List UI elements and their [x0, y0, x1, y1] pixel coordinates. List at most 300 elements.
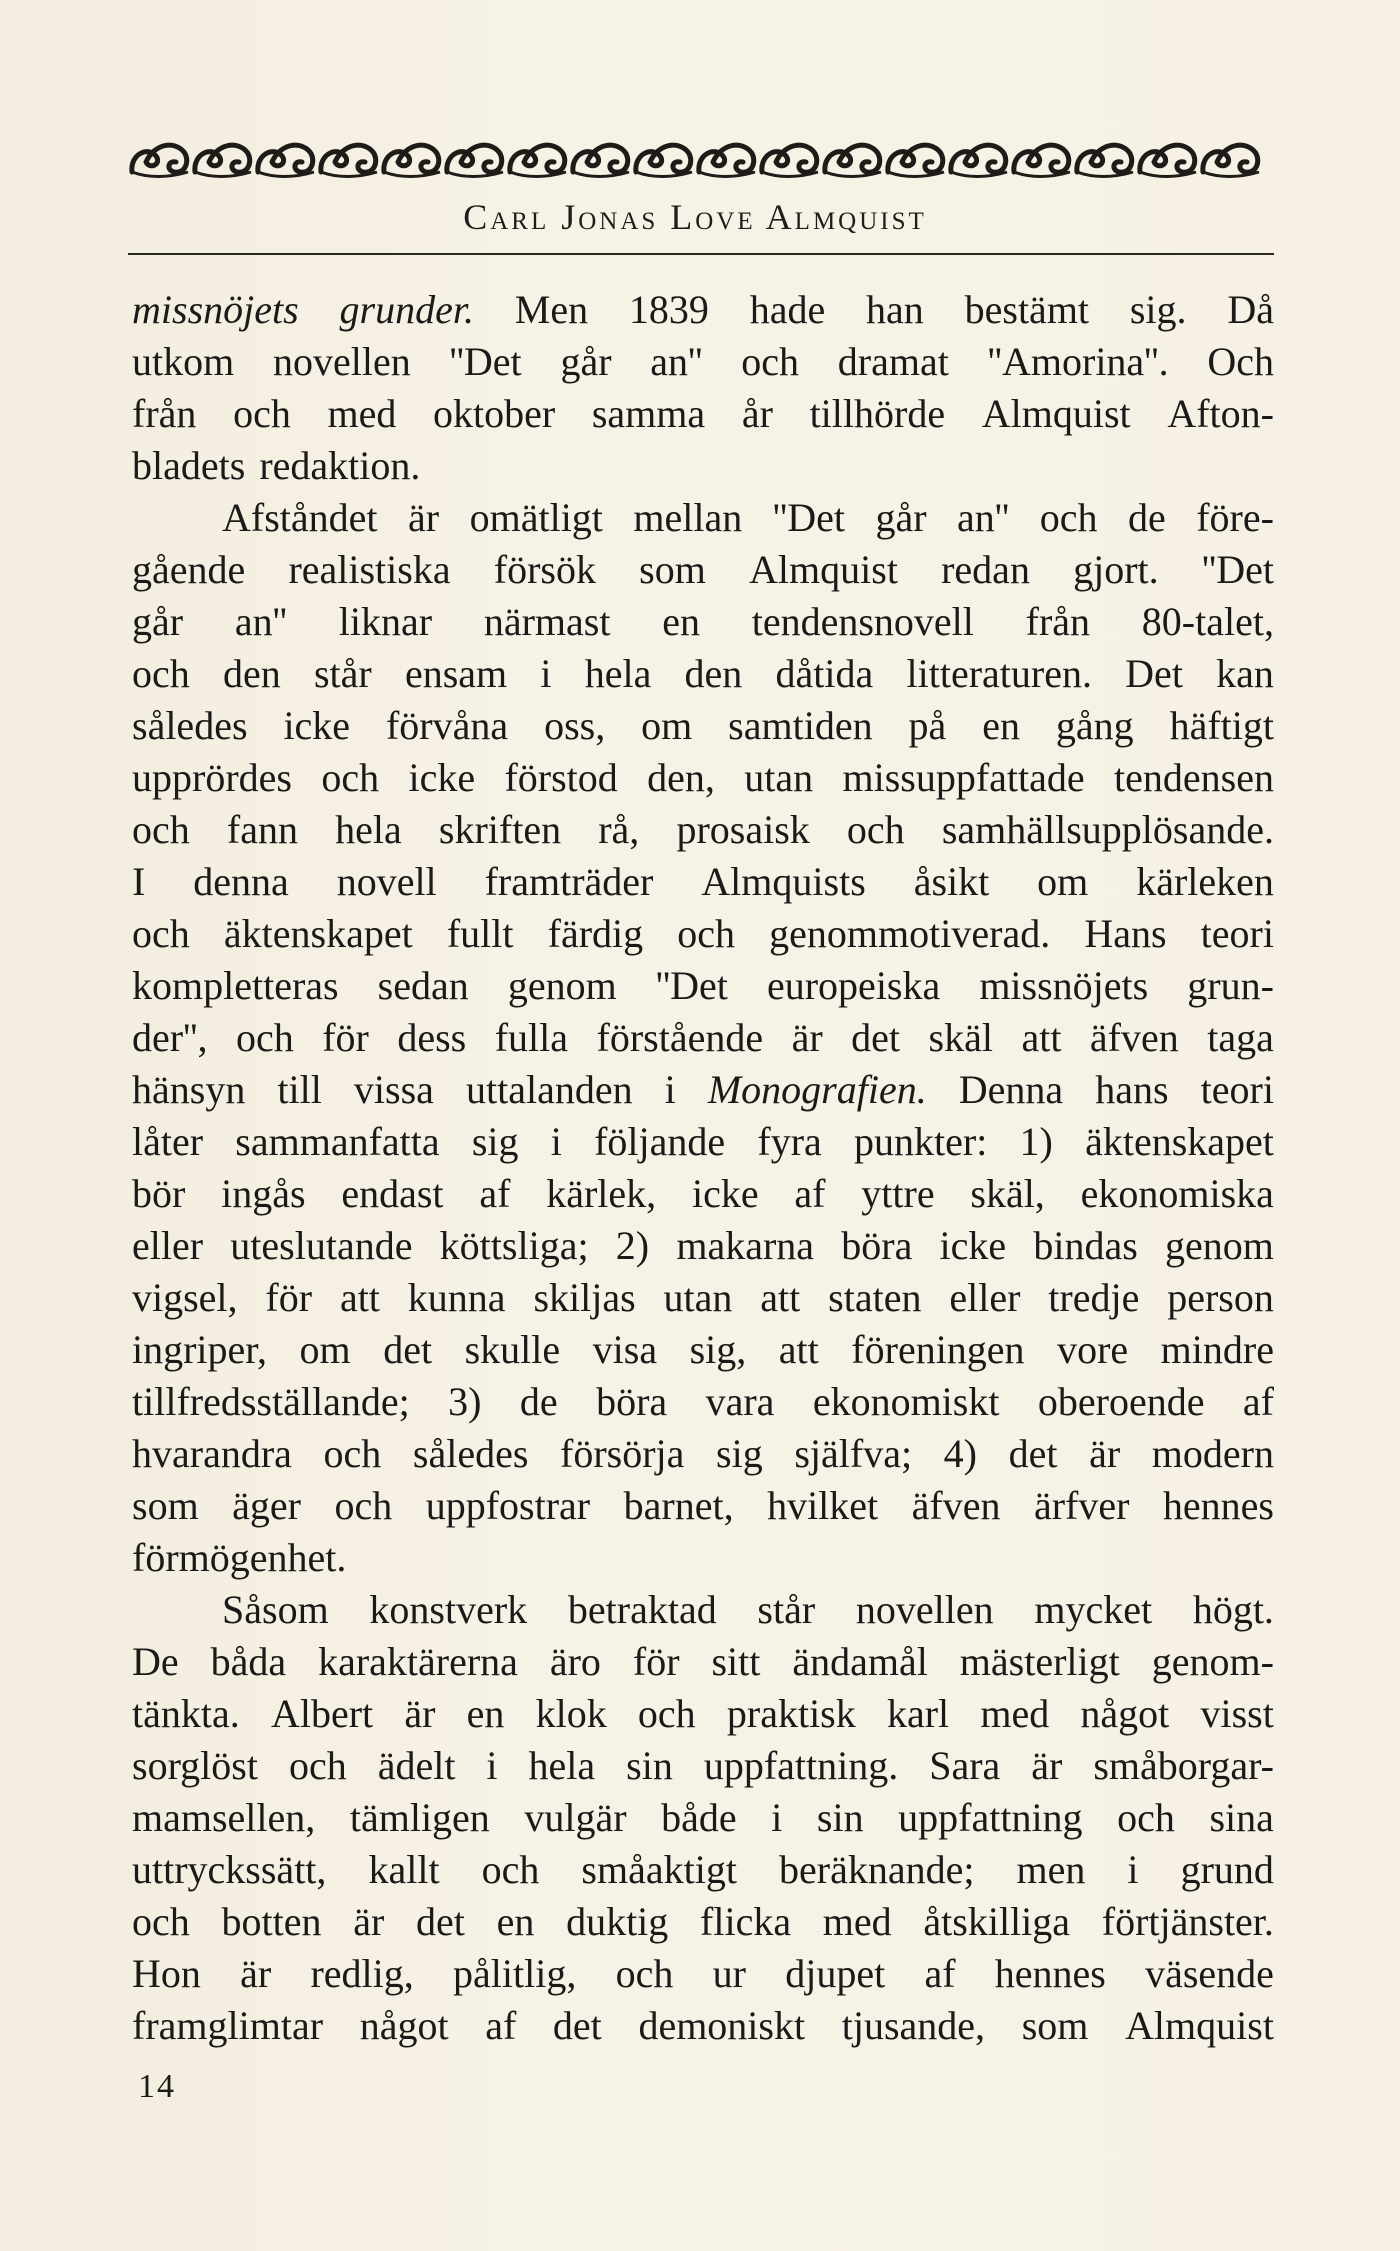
word: och: [1039, 495, 1098, 540]
word: fulla: [494, 1015, 569, 1060]
word: af: [485, 2003, 517, 2048]
word: redaktion.: [259, 443, 421, 488]
ornament-scroll-unit: [195, 145, 251, 176]
word: om: [641, 703, 693, 748]
word: om: [299, 1327, 351, 1372]
word: förmögenhet.: [132, 1535, 347, 1580]
word: äktenskapet: [223, 911, 413, 956]
word: tillfredsställande;: [132, 1379, 410, 1424]
word: är: [791, 1015, 823, 1060]
word: bör: [132, 1171, 186, 1216]
word: i: [486, 1743, 498, 1788]
word: och: [677, 911, 736, 956]
word: praktisk: [726, 1691, 856, 1736]
word: demoniskt: [638, 2003, 806, 2048]
word: hvilket: [767, 1483, 879, 1528]
text-line: [132, 284, 1274, 336]
word: 80-talet,: [1141, 599, 1274, 644]
word: sig: [471, 1119, 519, 1164]
word: af: [1242, 1379, 1274, 1424]
word: och: [132, 807, 190, 852]
word: Hon: [132, 1951, 201, 1996]
word: utkom: [132, 339, 235, 384]
word: föreningen: [851, 1327, 1025, 1372]
word: utan: [663, 1275, 733, 1320]
word: något: [1080, 1691, 1170, 1736]
word: 2): [615, 1223, 650, 1268]
word: försök: [493, 547, 596, 592]
word: an'': [234, 599, 287, 644]
text-line: [132, 1116, 1274, 1168]
text-line: [132, 1792, 1274, 1844]
word: skäl,: [970, 1171, 1045, 1216]
word: beräknande;: [779, 1847, 975, 1892]
word: närmast: [483, 599, 611, 644]
text-line: [132, 908, 1274, 960]
word: der'',: [132, 1015, 208, 1060]
word: icke: [691, 1171, 759, 1216]
word: mamsellen,: [132, 1795, 316, 1840]
word: är: [1031, 1743, 1063, 1788]
word: taga: [1207, 1015, 1274, 1060]
word: barnet,: [623, 1483, 734, 1528]
word: i: [771, 1795, 783, 1840]
word: sin: [816, 1795, 864, 1840]
text-line: [132, 856, 1274, 908]
word: grun-: [1187, 963, 1274, 1008]
word: Hans: [1084, 911, 1167, 956]
word: sitt: [711, 1639, 761, 1684]
word: kan: [1216, 651, 1274, 696]
word: mellan: [633, 495, 743, 540]
text-line: [132, 1636, 1274, 1688]
word: framträder: [484, 859, 654, 904]
word: för: [322, 1015, 369, 1060]
word: sig: [716, 1431, 763, 1476]
word: flicka: [700, 1899, 792, 1944]
word: eller: [949, 1275, 1021, 1320]
word: vara: [705, 1379, 775, 1424]
word: en: [982, 703, 1020, 748]
word: Det: [1125, 651, 1183, 696]
word: Afståndet: [222, 495, 378, 540]
word: i: [1127, 1847, 1139, 1892]
word: och: [334, 1483, 393, 1528]
ornament-scroll-unit: [1140, 145, 1196, 176]
word: Almquist: [981, 391, 1131, 436]
ornament-scroll-unit: [573, 145, 629, 176]
word: och: [235, 1015, 294, 1060]
word: i: [540, 651, 552, 696]
word: af: [924, 1951, 956, 1996]
word: genommotiverad.: [769, 911, 1051, 956]
word: vigsel,: [132, 1275, 238, 1320]
word: äger: [232, 1483, 301, 1528]
word: uppfattning.: [703, 1743, 899, 1788]
word: att: [1021, 1015, 1062, 1060]
word: punkter:: [854, 1119, 988, 1164]
word: icke: [283, 703, 351, 748]
word: Sara: [929, 1743, 1001, 1788]
word: hade: [749, 287, 826, 332]
word: framglimtar: [132, 2003, 324, 2048]
ornament-scroll-unit: [762, 145, 818, 176]
text-line: [132, 1064, 1274, 1116]
word: är: [353, 1899, 385, 1944]
word: karaktärerna: [318, 1639, 518, 1684]
word: Monografien.: [707, 1067, 927, 1112]
ornament-scroll-unit: [636, 145, 692, 176]
word: och: [323, 1431, 382, 1476]
word: litteraturen.: [906, 651, 1092, 696]
word: betraktad: [567, 1587, 717, 1632]
word: dramat: [837, 339, 949, 384]
word: och: [132, 911, 190, 956]
text-line: [132, 1688, 1274, 1740]
word: klok: [535, 1691, 607, 1736]
word: rå,: [598, 807, 640, 852]
ornament-scroll-unit: [132, 145, 188, 176]
word: att: [760, 1275, 801, 1320]
word: Denna: [958, 1067, 1064, 1112]
text-line: [132, 1168, 1274, 1220]
text-line: [132, 596, 1274, 648]
word: uttryckssätt,: [132, 1847, 327, 1892]
word: och: [846, 807, 905, 852]
word: och: [233, 391, 291, 436]
word: Såsom: [222, 1587, 329, 1632]
word: är: [404, 1691, 436, 1736]
text-line: [132, 1376, 1274, 1428]
text-line: [132, 544, 1274, 596]
text-line: [132, 1740, 1274, 1792]
word: småaktigt: [581, 1847, 737, 1892]
text-line: [132, 1428, 1274, 1480]
word: af: [479, 1171, 511, 1216]
word: ekonomiska: [1080, 1171, 1274, 1216]
word: ändamål: [792, 1639, 928, 1684]
word: kunna: [407, 1275, 506, 1320]
word: häftigt: [1169, 703, 1274, 748]
word: går: [875, 495, 927, 540]
word: tjusande,: [841, 2003, 986, 2048]
word: uteslutande: [230, 1223, 413, 1268]
word: en: [496, 1899, 535, 1944]
word: följande: [594, 1119, 726, 1164]
word: Då: [1227, 287, 1274, 332]
word: duktig: [566, 1899, 669, 1944]
ornament-scroll-unit: [888, 145, 944, 176]
word: af: [794, 1171, 826, 1216]
word: med: [980, 1691, 1050, 1736]
word: visa: [592, 1327, 658, 1372]
text-line: [132, 960, 1274, 1012]
word: Men: [514, 287, 589, 332]
word: vulgär: [524, 1795, 627, 1840]
word: redan: [941, 547, 1030, 592]
text-line: [132, 1012, 1274, 1064]
text-line: [132, 1844, 1274, 1896]
word: novellen: [273, 339, 411, 384]
word: de: [519, 1379, 558, 1424]
word: äfven: [911, 1483, 1001, 1528]
word: men: [1016, 1847, 1086, 1892]
word: teori: [1200, 911, 1274, 956]
word: oberoende: [1037, 1379, 1205, 1424]
word: tendensen: [1114, 755, 1274, 800]
word: och: [615, 1951, 674, 1996]
text-line: [132, 1272, 1274, 1324]
word: grund: [1180, 1847, 1274, 1892]
word: makarna: [676, 1223, 815, 1268]
word: pålitlig,: [453, 1951, 577, 1996]
word: gjort.: [1073, 547, 1159, 592]
word: som: [132, 1483, 199, 1528]
word: äktenskapet: [1085, 1119, 1274, 1164]
text-line: [132, 1896, 1274, 1948]
word: och: [132, 651, 190, 696]
text-line: [132, 492, 1274, 544]
text-line: [132, 648, 1274, 700]
word: att: [778, 1327, 819, 1372]
word: Almquists: [701, 859, 866, 904]
word: ärfver: [1033, 1483, 1130, 1528]
word: missnöjets: [979, 963, 1149, 1008]
word: 3): [448, 1379, 482, 1424]
word: kärleken: [1136, 859, 1274, 904]
word: vissa: [353, 1067, 434, 1112]
word: färdig: [547, 911, 644, 956]
word: sammanfatta: [235, 1119, 440, 1164]
word: an'': [957, 495, 1010, 540]
word: hänsyn: [132, 1067, 246, 1112]
word: genom: [1165, 1223, 1274, 1268]
ornament-scroll-unit: [1203, 145, 1259, 176]
word: dess: [397, 1015, 467, 1060]
word: den: [222, 651, 281, 696]
word: och: [288, 1743, 347, 1788]
word: fyra: [757, 1119, 822, 1164]
word: det: [415, 1899, 465, 1944]
word: att: [339, 1275, 380, 1320]
word: låter: [132, 1119, 204, 1164]
word: från: [1025, 599, 1091, 644]
text-line: [132, 1584, 1274, 1636]
word: gång: [1055, 703, 1134, 748]
word: på: [908, 703, 947, 748]
word: som: [639, 547, 706, 592]
word: högt.: [1192, 1587, 1274, 1632]
word: ur: [712, 1951, 746, 1996]
word: konstverk: [369, 1587, 528, 1632]
word: novellen: [855, 1587, 994, 1632]
word: fullt: [446, 911, 514, 956]
word: tredje: [1048, 1275, 1140, 1320]
word: fann: [226, 807, 298, 852]
word: denna: [193, 859, 289, 904]
word: sedan: [377, 963, 469, 1008]
word: vore: [1057, 1327, 1129, 1372]
word: redlig,: [310, 1951, 414, 1996]
word: om: [1037, 859, 1089, 904]
word: bestämt: [964, 287, 1090, 332]
scroll-wave-border-icon: [128, 132, 1262, 184]
text-line: [132, 1948, 1274, 2000]
word: åtskilliga: [923, 1899, 1071, 1944]
running-title: Carl Jonas Love Almquist: [463, 197, 927, 237]
word: sina: [1209, 1795, 1274, 1840]
word: samtiden: [728, 703, 873, 748]
word: 4): [943, 1431, 977, 1476]
word: missuppfattade: [842, 755, 1085, 800]
word: novell: [336, 859, 437, 904]
word: en: [662, 599, 700, 644]
ornament-scroll-unit: [825, 145, 881, 176]
word: och: [741, 339, 799, 384]
ornament-scroll-unit: [951, 145, 1007, 176]
word: den,: [647, 755, 715, 800]
word: uppfostrar: [425, 1483, 591, 1528]
word: icke: [939, 1223, 1007, 1268]
ornament-scroll-unit: [1014, 145, 1070, 176]
word: mästerligt: [959, 1639, 1120, 1684]
word: skäl: [928, 1015, 993, 1060]
word: ''Det: [655, 963, 728, 1008]
word: tänkta.: [132, 1691, 240, 1736]
word: tämligen: [349, 1795, 490, 1840]
word: en: [466, 1691, 505, 1736]
ornament-scroll-unit: [384, 145, 440, 176]
word: med: [822, 1899, 892, 1944]
word: sin: [626, 1743, 673, 1788]
text-line: [132, 2000, 1274, 2052]
page-number: 14: [138, 2068, 176, 2105]
word: eller: [132, 1223, 204, 1268]
word: bindas: [1033, 1223, 1138, 1268]
word: grunder.: [339, 287, 474, 332]
word: yttre: [861, 1171, 935, 1216]
word: böra: [841, 1223, 913, 1268]
word: Almquist: [749, 547, 898, 592]
word: före-: [1196, 495, 1274, 540]
word: den: [684, 651, 743, 696]
word: 1): [1019, 1119, 1053, 1164]
word: de: [1127, 495, 1166, 540]
word: djupet: [785, 1951, 886, 1996]
word: ingriper,: [132, 1327, 268, 1372]
word: ''Det: [449, 339, 522, 384]
word: förstod: [504, 755, 618, 800]
text-line: [132, 336, 1274, 388]
word: tendensnovell: [751, 599, 974, 644]
word: således: [132, 703, 248, 748]
word: hela: [528, 1743, 596, 1788]
word: oss,: [544, 703, 606, 748]
word: sorglöst: [132, 1743, 258, 1788]
word: är: [240, 1951, 272, 1996]
word: person: [1167, 1275, 1274, 1320]
word: något: [359, 2003, 449, 2048]
word: köttsliga;: [439, 1223, 589, 1268]
word: ingås: [221, 1171, 306, 1216]
word: sig.: [1129, 287, 1187, 332]
word: kärlek,: [546, 1171, 657, 1216]
word: oktober: [433, 391, 556, 436]
word: både: [661, 1795, 737, 1840]
word: hans: [1095, 1067, 1169, 1112]
word: för: [265, 1275, 313, 1320]
word: står: [757, 1587, 816, 1632]
word: står: [313, 651, 372, 696]
word: europeiska: [766, 963, 941, 1008]
word: samma: [591, 391, 706, 436]
word: ''Det: [1201, 547, 1274, 592]
word: småborgar-: [1093, 1743, 1274, 1788]
word: för: [632, 1639, 680, 1684]
ornament-scroll-unit: [447, 145, 503, 176]
word: realistiska: [288, 547, 451, 592]
header-rule: [128, 253, 1274, 255]
word: hennes: [994, 1951, 1106, 1996]
word: gående: [132, 547, 246, 592]
word: botten: [221, 1899, 322, 1944]
word: I: [132, 859, 146, 904]
body-text: [132, 284, 1274, 2052]
text-line: [132, 1480, 1274, 1532]
word: genom-: [1151, 1639, 1274, 1684]
word: De: [132, 1639, 179, 1684]
word: kompletteras: [132, 963, 339, 1008]
word: hennes: [1162, 1483, 1274, 1528]
word: försörja: [560, 1431, 685, 1476]
word: det: [1008, 1431, 1058, 1476]
word: hela: [584, 651, 652, 696]
word: ädelt: [377, 1743, 456, 1788]
word: äro: [549, 1639, 601, 1684]
word: sig,: [689, 1327, 747, 1372]
word: staten: [828, 1275, 922, 1320]
word: förstående: [596, 1015, 764, 1060]
word: modern: [1151, 1431, 1274, 1476]
word: och: [637, 1691, 696, 1736]
word: åsikt: [913, 859, 990, 904]
word: samhällsupplösande.: [941, 807, 1274, 852]
ornament-scroll-unit: [699, 145, 755, 176]
word: och: [1117, 1795, 1175, 1840]
word: och: [321, 755, 380, 800]
word: som: [1021, 2003, 1089, 2048]
word: äfven: [1089, 1015, 1179, 1060]
word: går: [132, 599, 184, 644]
word: ''Amorina''.: [987, 339, 1169, 384]
word: går: [560, 339, 612, 384]
word: i: [550, 1119, 562, 1164]
text-line: [132, 440, 1274, 492]
word: år: [741, 391, 773, 436]
word: icke: [408, 755, 476, 800]
word: skriften: [438, 807, 562, 852]
word: uttalanden: [465, 1067, 633, 1112]
word: Albert: [270, 1691, 374, 1736]
word: liknar: [338, 599, 433, 644]
word: dåtida: [775, 651, 874, 696]
word: uppfattning: [898, 1795, 1083, 1840]
word: förvåna: [385, 703, 509, 748]
word: hvarandra: [132, 1431, 292, 1476]
word: i: [664, 1067, 676, 1112]
word: han: [866, 287, 924, 332]
word: skulle: [464, 1327, 561, 1372]
